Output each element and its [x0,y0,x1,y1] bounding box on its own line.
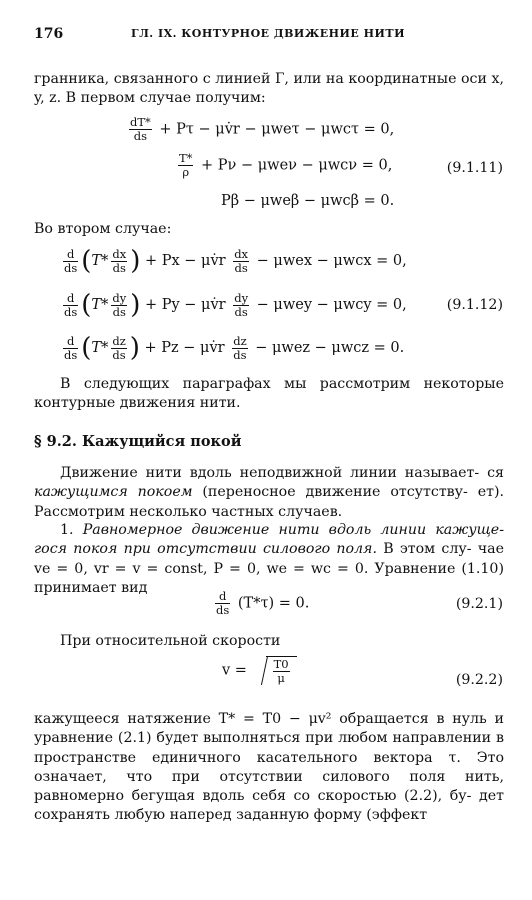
section-title: Кажущийся покой [81,433,242,450]
sqrt-sign [252,656,297,685]
eq-term: + Pν − μweν − μwcν = 0, [201,157,393,174]
equation-9-1-12-row3: $\frac{d}{ds}$ (T* $\frac{dz}{ds}$ ) + Pz − μv̇r $\frac{dz}{ds}$ − μwez − μwcz = 0. [64,333,405,363]
equation-9-1-11-line1 [126,116,394,143]
frac-num: dx [112,246,127,261]
eq-term: − μwez − μwcz = 0. [255,340,405,356]
equation-label-9-1-12: (9.1.12) [446,297,503,313]
frac-den: ρ [182,165,190,179]
text-run: Движение нити вдоль неподвижной линии называет- [60,465,480,481]
section-number: § 9.2. [34,433,77,450]
paragraph-relative-speed: При относительной скорости [60,633,281,649]
frac-num: dT* [130,115,151,129]
paragraph-next-sections: В следующих параграфах мы рассмотрим некоторые контурные движения нити. [34,376,504,412]
frac-den: ds [112,260,126,275]
frac-den: ds [64,260,78,275]
paragraph-intro: гранника, связанного с линией Г, или на координатные оси x, y, z. В первом случае получим: [34,71,504,107]
frac-den: ds [112,304,126,319]
frac-num: dz [233,333,247,348]
frac-den: ds [133,129,148,143]
equation-9-1-11-line2 [175,152,392,179]
frac-num: d [63,292,78,306]
equation-label-9-1-11: (9.1.11) [446,160,503,176]
page-header [34,26,502,46]
frac-den: μ [277,671,285,685]
paragraph-apparent-rest [34,464,504,522]
italic-term: кажущимся покоем [34,484,193,501]
running-head: ГЛ. IX. КОНТУРНОЕ ДВИЖЕНИЕ НИТИ [130,27,406,40]
eq-term: + Py − μv̇r [144,297,226,313]
eq-term: − μwex − μwcx = 0, [256,253,407,269]
paragraph-apparent-tension: кажущееся натяжение T* = T0 − μv² обращается в нуль и уравнение (2.1) будет выполняться при любом направлении в пространстве единичного касательного вектора τ. Это означает, что при отсутствии силового поля нить, равномерно бегущая вдоль себя со скоростью (2.2), бу- дет сохранять любую наперед заданную форму (эффект [34,711,504,824]
equation-9-2-2 [222,656,297,685]
frac-num: dy [234,290,249,305]
text-run: ся [487,465,504,481]
frac-num: dz [112,333,126,348]
frac-den: ds [64,304,78,319]
italic-case-title: Равномерное движение нити вдоль линии кажуще- гося покоя при отсутствии силового поля. [34,522,504,558]
frac-num: d [215,590,230,604]
paragraph-case-1 [34,521,504,598]
eq-term: + Pz − μv̇r [144,340,225,356]
frac-num: d [63,335,78,349]
eq-term: (T*τ) = 0. [237,595,310,612]
text-run: (переносное движение отсутству- ет). Рассмотрим несколько частных случаев. [34,484,504,520]
frac-num: d [63,248,78,262]
paragraph-second-case: Во втором случае: [34,221,172,237]
frac-num: T0 [273,657,289,671]
frac-den: ds [216,603,230,617]
frac-num: dx [234,246,249,261]
frac-num: dy [112,290,127,305]
case-number: 1. [60,522,74,538]
eq-term: − μwey − μwcy = 0, [256,297,407,313]
equation-label-9-2-1: (9.2.1) [455,596,503,612]
equation-9-2-1 [212,590,309,617]
frac-den: ds [234,304,248,319]
frac-den: ds [234,260,248,275]
equation-9-1-12-row2: $\frac{d}{ds}$ (T* $\frac{dy}{ds}$ ) + Py − μv̇r $\frac{dy}{ds}$ − μwey − μwcy = 0, [64,290,407,320]
equation-label-9-2-2: (9.2.2) [455,672,503,688]
frac-den: ds [233,347,247,362]
equation-9-1-11-line3: Pβ − μweβ − μwcβ = 0. [221,193,395,209]
text-run: В этом слу- чае ve = 0, vr = v = const, P = 0, we = wc = 0. Уравнение (1.10) принимает вид [34,541,504,596]
eq-lhs: v = [222,662,247,679]
equation-9-1-12-row1: $\frac{d}{ds}$ (T* $\frac{dx}{ds}$ ) + Px − μv̇r $\frac{dx}{ds}$ − μwex − μwcx = 0, [64,246,407,276]
frac-num: T* [179,151,193,165]
section-heading [34,433,241,450]
page-number: 176 [34,26,64,42]
frac-den: ds [64,347,78,362]
eq-term: + Px − μv̇r [144,253,226,269]
eq-term: + Pτ − μv̇r − μweτ − μwcτ = 0, [159,121,395,138]
frac-den: ds [112,347,126,362]
